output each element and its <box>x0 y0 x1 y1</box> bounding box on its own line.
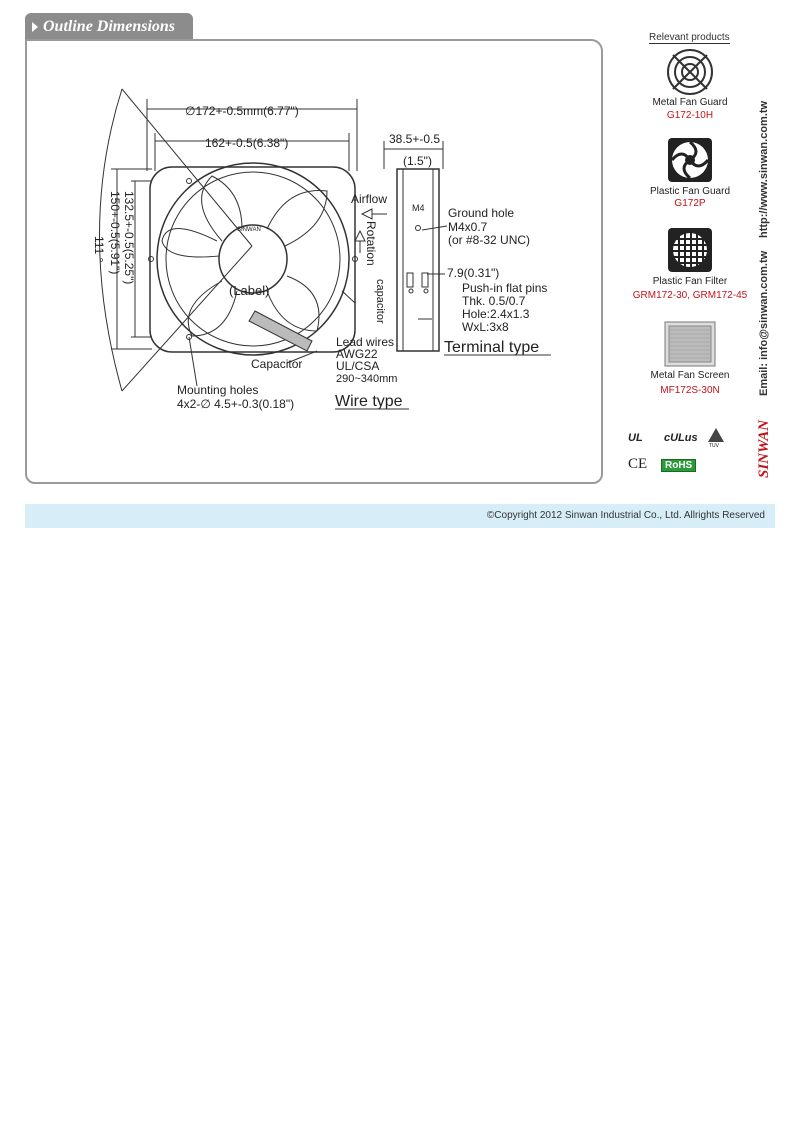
dim-height1: 132.5+-0.5(5.25") <box>122 191 136 285</box>
dim-width: 162+-0.5(6.38") <box>205 136 289 150</box>
mounting-2: 4x2-∅ 4.5+-0.3(0.18") <box>177 397 295 411</box>
footer-bar <box>25 504 775 528</box>
dim-depth: 38.5+-0.5 <box>389 132 441 146</box>
ground-hole-2: M4x0.7 <box>448 220 488 234</box>
pins-1: Push-in flat pins <box>462 281 548 295</box>
triangle-right-icon <box>32 22 38 32</box>
dim-depth-in: (1.5") <box>403 154 432 168</box>
metal-fan-screen-image <box>663 320 717 368</box>
airflow-label: Airflow <box>351 192 388 206</box>
label-text: (Label) <box>229 283 270 298</box>
m4-label: M4 <box>412 203 425 213</box>
plastic-fan-filter-image <box>667 227 713 273</box>
pin-dim: 7.9(0.31") <box>447 266 500 280</box>
pins-4: WxL:3x8 <box>462 320 509 334</box>
rohs-logo: RoHS <box>661 459 696 472</box>
outline-drawing <box>27 41 601 481</box>
rotation-label: Rotation <box>364 221 378 266</box>
fan-brand: SINWAN <box>237 227 261 233</box>
lead-wires-2: AWG22 <box>336 347 378 361</box>
email-link[interactable]: Email: info@sinwan.com.tw <box>758 250 770 396</box>
section-title: Outline Dimensions <box>43 18 176 35</box>
tuv-triangle-icon <box>708 428 724 442</box>
brand-logo: SINWAN <box>756 419 772 478</box>
culus-logo: cULus <box>664 432 698 444</box>
mounting-1: Mounting holes <box>177 383 259 397</box>
product-name: Metal Fan Guard <box>652 97 728 108</box>
relevant-products-title: Relevant products <box>649 32 730 43</box>
pins-3: Hole:2.4x1.3 <box>462 307 530 321</box>
ground-hole-1: Ground hole <box>448 206 515 220</box>
lead-wires-4: 290~340mm <box>336 373 398 385</box>
product-code[interactable]: G172-10H <box>666 110 714 121</box>
lead-wires-3: UL/CSA <box>336 359 380 373</box>
product-name: Metal Fan Screen <box>650 370 730 381</box>
metal-fan-guard-image <box>665 47 715 97</box>
wire-type-title: Wire type <box>335 393 403 410</box>
ground-hole-3: (or #8-32 UNC) <box>448 233 531 247</box>
product-code[interactable]: MF172S-30N <box>660 385 720 396</box>
product-name: Plastic Fan Filter <box>652 276 728 287</box>
product-code[interactable]: G172P <box>674 198 706 209</box>
product-code[interactable]: GRM172-30, GRM172-45 <box>632 290 748 301</box>
ce-logo: CE <box>628 456 648 472</box>
capacitor-label: Capacitor <box>251 357 303 371</box>
plastic-fan-guard-image <box>667 137 713 183</box>
lead-wires-1: Lead wires <box>336 335 395 349</box>
dim-angle: 111 ° <box>92 236 106 263</box>
terminal-type-title: Terminal type <box>444 339 540 356</box>
copyright-text: ©Copyright 2012 Sinwan Industrial Co., Ltd. Allrights Reserved <box>486 510 765 521</box>
pins-2: Thk. 0.5/0.7 <box>462 294 526 308</box>
capacitor-side-label: capacitor <box>374 279 386 324</box>
section-tab <box>25 13 193 40</box>
dim-height2: 150+-0.5(5.91") <box>108 191 122 275</box>
product-name: Plastic Fan Guard <box>649 186 731 197</box>
tuv-logo: TUV <box>709 443 719 449</box>
dim-diameter: ∅172+-0.5mm(6.77") <box>185 104 299 118</box>
website-link[interactable]: http://www.sinwan.com.tw <box>758 100 770 238</box>
ul-logo: UL <box>628 432 643 444</box>
